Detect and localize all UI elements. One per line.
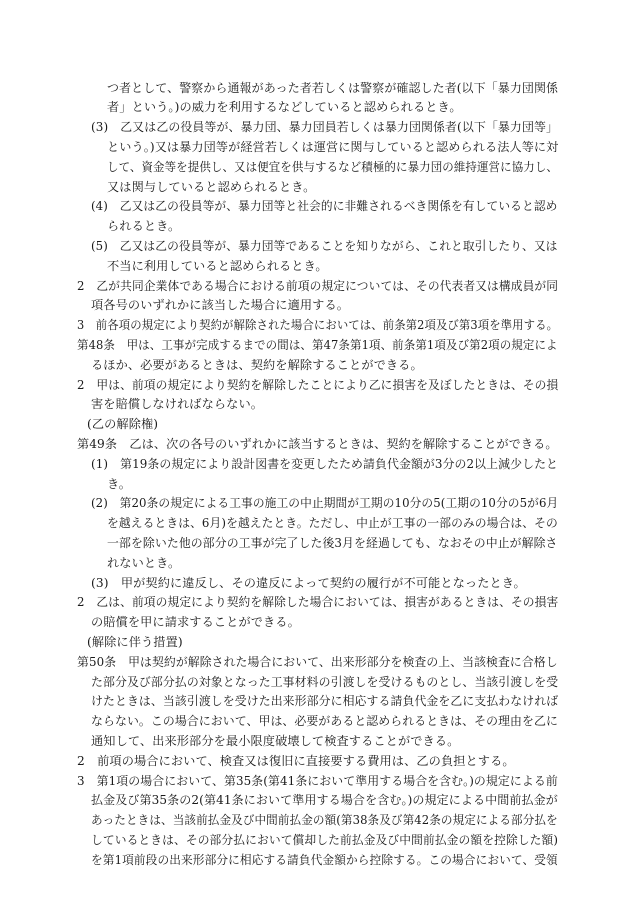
text-line: (3) 乙又は乙の役員等が、暴力団、暴力団員若しくは暴力団関係者(以下「暴力団等」 [91,120,559,135]
text-line: けたときは、当該引渡しを受けた出来形部分に相応する請負代金を乙に支払わなければ [91,694,559,709]
text-line: 2 乙は、前項の規定により契約を解除した場合においては、損害があるときは、その損害 [77,595,559,610]
text-line: れないとき。 [107,555,181,570]
text-line: (5) 乙又は乙の役員等が、暴力団等であることを知りながら、これと取引したり、又は [91,238,558,253]
text-line: られるとき。 [107,219,181,234]
text-line: あったときは、当該前払金及び中間前払金の額(第38条及び第42条の規定による部分払を [91,813,558,828]
text-line: 2 乙が共同企業体である場合における前項の規定については、その代表者又は構成員が同 [77,278,559,293]
text-line: 又は関与していると認められるとき。 [107,179,316,194]
text-line: の賠償を甲に請求することができる。 [91,615,300,630]
text-line: (3) 甲が契約に違反し、その違反によって契約の履行が不可能となったとき。 [91,575,526,590]
text-line: 2 甲は、前項の規定により契約を解除したことにより乙に損害を及ぼしたときは、その損 [77,377,559,392]
text-line: (1) 第19条の規定により設計図書を変更したため請負代金額が3分の2以上減少したと [91,456,559,471]
text-line: という。)又は暴力団等が経営若しくは運営に関与していると認められる法人等に対 [107,139,559,154]
text-line: 3 第1項の場合において、第35条(第41条において準用する場合を含む。)の規定による前 [77,773,558,788]
text-line: (乙の解除権) [87,417,159,432]
text-line: 第50条 甲は契約が解除された場合において、出来形部分を検査の上、当該検査に合格し [77,654,558,669]
text-line: ならない。この場合において、甲は、必要があると認められるときは、その理由を乙に [91,714,558,729]
text-line: して、資金等を提供し、又は便宜を供与するなど積極的に暴力団の維持運営に協力し、 [107,159,558,174]
text-line: 第48条 甲は、工事が完成するまでの間は、第47条第1項、前条第1項及び第2項の規定によ [77,337,558,352]
text-line: 通知して、出来形部分を最小限度破壊して検査することができる。 [91,733,460,748]
text-line: を第1項前段の出来形部分に相応する請負代金額から控除する。この場合において、受領 [91,852,558,867]
text-line: (4) 乙又は乙の役員等が、暴力団等と社会的に非難されるべき関係を有していると認め [91,199,558,214]
text-line: 2 前項の場合において、検査又は復旧に直接要する費用は、乙の負担とする。 [77,753,515,768]
text-line: 第49条 乙は、次の各号のいずれかに該当するときは、契約を解除することができる。 [77,436,558,451]
text-line: 者」という。)の威力を利用するなどしていると認められるとき。 [107,100,462,115]
text-line: た部分及び部分払の対象となった工事材料の引渡しを受けるものとし、当該引渡しを受 [91,674,559,689]
text-line: (2) 第20条の規定による工事の施工の中止期間が工期の10分の5(工期の10分の5が6月 [91,496,559,511]
text-line: 払金及び第35条の2(第41条において準用する場合を含む。)の規定による中間前払金が [91,793,558,808]
text-line: つ者として、警察から通報があった者若しくは警察が確認した者(以下「暴力団関係 [107,80,559,95]
text-line: しているときは、その部分払において償却した前払金及び中間前払金の額を控除した額) [91,832,559,847]
text-line: (解除に伴う措置) [87,634,183,649]
text-line: 不当に利用していると認められるとき。 [107,258,328,273]
text-line: 項各号のいずれかに該当した場合に適用する。 [91,298,350,313]
text-line: を越えるときは、6月)を越えたとき。ただし、中止が工事の一部のみの場合は、その [107,516,558,531]
text-line: き。 [107,476,132,491]
text-line: 害を賠償しなければならない。 [91,397,264,412]
text-line: 3 前各項の規定により契約が解除された場合においては、前条第2項及び第3項を準用する。 [77,318,559,333]
text-line: 一部を除いた他の部分の工事が完了した後3月を経過しても、なおその中止が解除さ [107,535,558,550]
text-line: るほか、必要があるときは、契約を解除することができる。 [91,357,423,372]
